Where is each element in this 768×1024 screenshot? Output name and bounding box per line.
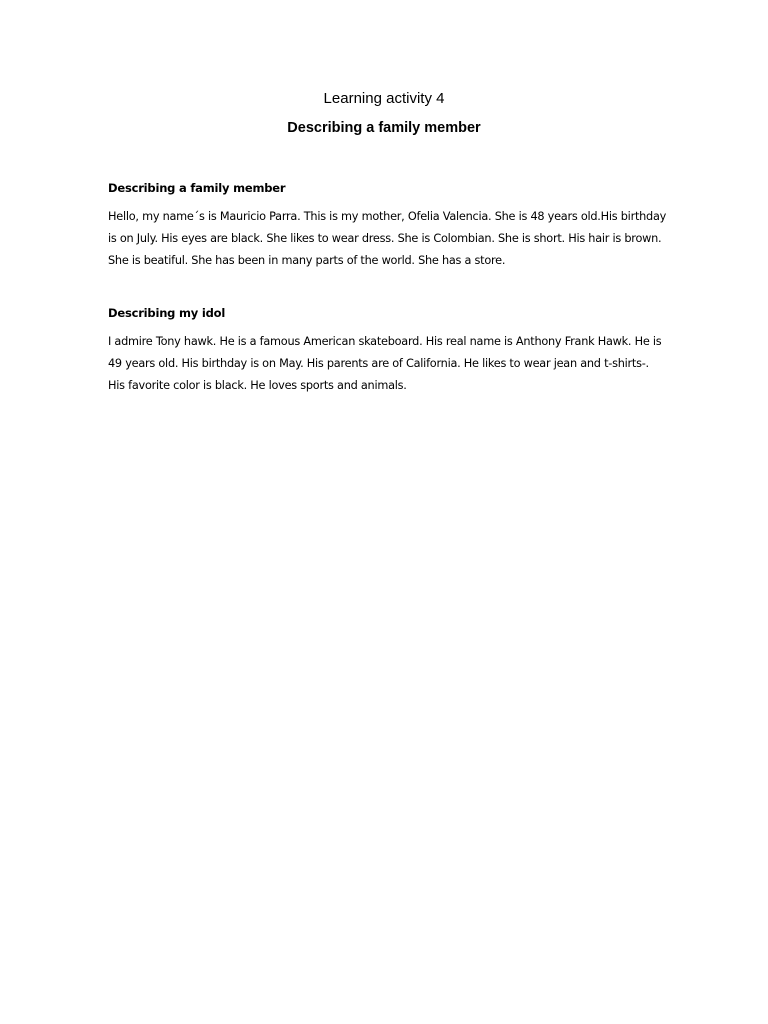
- section-my-idol: [108, 305, 668, 397]
- section-heading: Describing a family member: [108, 181, 286, 195]
- section-paragraph: I admire Tony hawk. He is a famous American skateboard. His real name is Anthony Frank Hawk. He is 49 years old. His birthday is on May. His parents are of California. He likes to wear jean and t-shirts-. His favorite color is black. He loves sports and animals.: [108, 335, 662, 392]
- section-paragraph: Hello, my name´s is Mauricio Parra. This is my mother, Ofelia Valencia. She is 48 years old.His birthday is on July. His eyes are black. She likes to wear dress. She is Colombian. She is short. His hair is brown. She is beatiful. She has been in many parts of the world. She has a store.: [108, 210, 667, 267]
- document-title: Learning activity 4: [323, 90, 445, 107]
- document-subtitle: Describing a family member: [287, 120, 481, 136]
- section-heading: Describing my idol: [108, 306, 226, 320]
- section-family-member: [108, 180, 668, 272]
